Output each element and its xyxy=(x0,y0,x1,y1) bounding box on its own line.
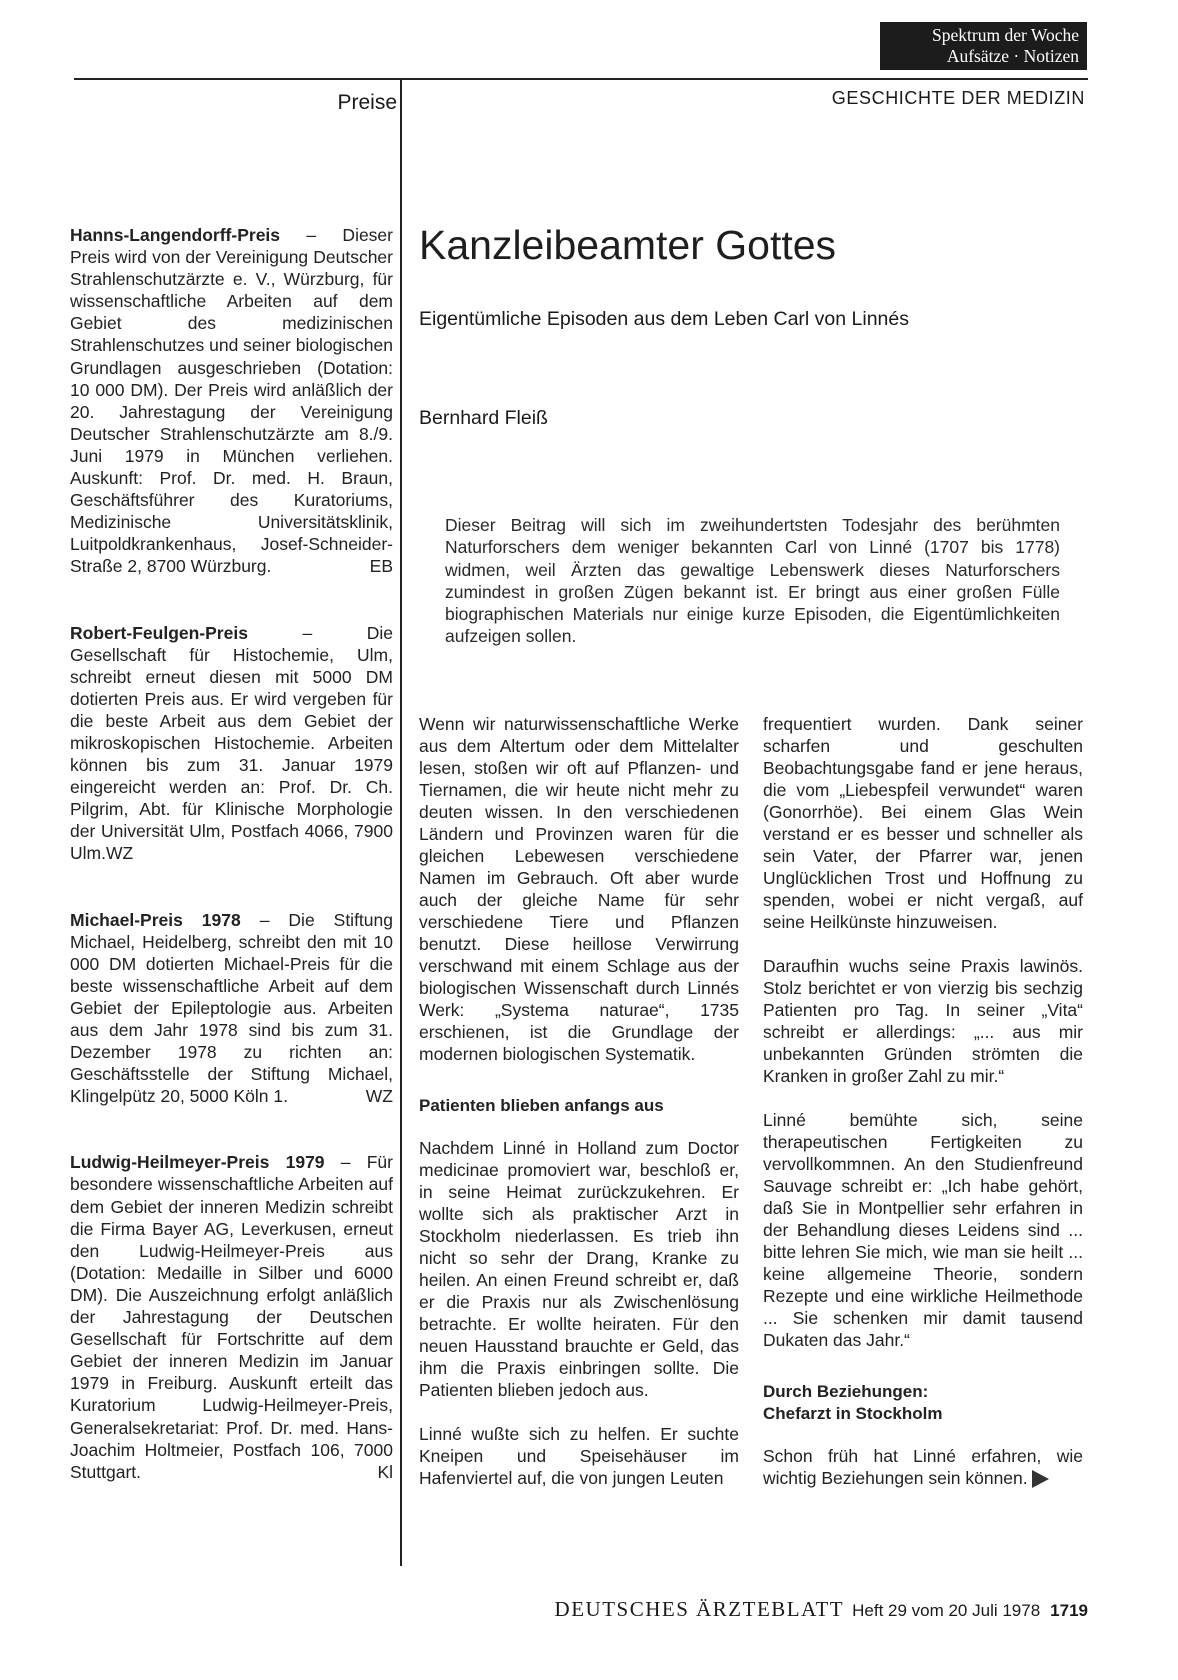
sidebar-heading: Preise xyxy=(337,91,397,114)
paragraph: Linné bemühte sich, seine therapeutischen Fertigkeiten zu vervollkommnen. An den Studienfreund Sauvage schreibt er: „Ich habe gehört, daß Sie in Montpellier sehr erfahren in der Behandlung dieses Leidens sind ... bitte lehren Sie mich, wie man sie heilt ... keine allgemeine Theorie, sondern Rezepte und eine wirkliche Heilmethode ... Sie schenken mir damit tausend Dukaten das Jahr.“ xyxy=(763,1110,1083,1350)
article-column-1 xyxy=(419,713,739,1511)
paragraph: Linné wußte sich zu helfen. Er suchte Kneipen und Speisehäuser im Hafenviertel auf, die von jungen Leuten xyxy=(419,1424,739,1488)
prize-text: – Dieser Preis wird von der Vereinigung Deutscher Strahlenschutzärzte e. V., Würzburg, für wissenschaftliche Arbeiten auf dem Gebiet des medizinischen Strahlenschutzes und seiner biologischen Grundlagen ausgeschrieben (Dotation: 10 000 DM). Der Preis wird anläßlich der 20. Jahrestagung der Vereinigung Deutscher Strahlenschutzärzte am 8./9. Juni 1979 in München verliehen. Auskunft: Prof. Dr. med. H. Braun, Geschäftsführer des Kuratoriums, Medizinische Universitätsklinik, Luitpoldkrankenhaus, Josef-Schneider-Straße 2, 8700 Würzburg. xyxy=(70,225,393,577)
section-badge-line1: Spektrum der Woche xyxy=(932,25,1079,45)
subheading: Patienten blieben anfangs aus xyxy=(419,1096,664,1115)
prize-entry xyxy=(70,1151,393,1482)
section-heading: GESCHICHTE DER MEDIZIN xyxy=(831,88,1085,108)
paragraph: Daraufhin wuchs seine Praxis lawinös. Stolz berichtet er von vierzig bis sechzig Patienten pro Tag. In seiner „Vita“ schreibt er allerdings: „... aus mir unbekannten Gründen strömten die Kranken in großer Zahl zu mir.“ xyxy=(763,956,1083,1086)
prize-sign: WZ xyxy=(105,843,134,864)
publication-name: DEUTSCHES ÄRZTEBLATT xyxy=(554,1597,845,1621)
paragraph: Wenn wir naturwissenschaftliche Werke aus dem Altertum oder dem Mittelalter lesen, stoßen wir oft auf Pflanzen- und Tiernamen, die wir heute nicht mehr zu deuten wissen. In den verschiedenen Ländern und Provinzen waren für die gleichen Lebewesen verschiedene Namen im Gebrauch. Oft aber wurde auch der gleiche Name für sehr verschiedene Tiere und Pflanzen benutzt. Diese heillose Verwirrung verschwand mit einem Schlage aus der biologischen Wissenschaft durch Linnés Werk: „Systema naturae“, 1735 erschienen, ist die Grundlage der modernen biologischen Systematik. xyxy=(419,714,739,1064)
section-badge-line2: Aufsätze · Notizen xyxy=(946,46,1079,66)
subheading xyxy=(763,1381,1083,1425)
continue-arrow-icon xyxy=(1032,1470,1049,1488)
prize-sign: WZ xyxy=(365,1086,393,1107)
paragraph-text: Schon früh hat Linné erfahren, wie wichtig Beziehungen sein können. xyxy=(763,1446,1083,1488)
paragraph xyxy=(763,1445,1083,1489)
article-column-2 xyxy=(763,713,1083,1511)
prize-text: – Die Stiftung Michael, Heidelberg, schreibt den mit 10 000 DM dotierten Michael-Preis für die beste wissenschaftliche Arbeit auf dem Gebiet der Epileptologie aus. Arbeiten aus dem Jahr 1978 sind bis zum 31. Dezember 1978 zu richten an: Geschäftsstelle der Stiftung Michael, Klingelpütz 20, 5000 Köln 1. xyxy=(70,909,393,1107)
page-footer xyxy=(460,1597,1088,1622)
article-subtitle: Eigentümliche Episoden aus dem Leben Carl von Linnés xyxy=(419,308,909,330)
paragraph: Nachdem Linné in Holland zum Doctor medicinae promoviert war, beschloß er, in seine Heimat zurückzukehren. Er wollte sich als praktischer Arzt in Stockholm niederlassen. Es trieb ihn nicht so sehr der Drang, Kranke zu heilen. An einen Freund schreibt er, daß er die Praxis nur als Zwischenlösung betrachte. Er wollte heiraten. Für den neuen Hausstand brauchte er Geld, das ihm die Praxis einbringen sollte. Die Patienten blieben jedoch aus. xyxy=(419,1138,739,1400)
prizes-sidebar xyxy=(70,224,393,1527)
column-divider xyxy=(400,78,402,1566)
header-rule xyxy=(74,78,1088,80)
prize-entry xyxy=(70,909,393,1108)
page-number: 1719 xyxy=(1050,1601,1088,1620)
article-title: Kanzleibeamter Gottes xyxy=(419,222,837,268)
prize-entry xyxy=(70,622,393,865)
subheading-line2: Chefarzt in Stockholm xyxy=(763,1404,943,1423)
section-badge xyxy=(880,22,1087,70)
prize-name: Robert-Feulgen-Preis xyxy=(70,622,248,643)
prize-sign: EB xyxy=(369,556,393,577)
prize-sign: Kl xyxy=(377,1461,393,1482)
subheading-line1: Durch Beziehungen: xyxy=(763,1382,929,1401)
article-author: Bernhard Fleiß xyxy=(419,407,548,429)
prize-text: – Die Gesellschaft für Histochemie, Ulm, schreibt erneut diesen mit 5000 DM dotierten Preis aus. Er wird vergeben für die beste Arbeit aus dem Gebiet der mikroskopischen Histochemie. Arbeiten können bis zum 31. Januar 1979 eingereicht werden an: Prof. Dr. Ch. Pilgrim, Abt. für Klinische Morphologie der Universität Ulm, Postfach 4066, 7900 Ulm. xyxy=(70,622,393,864)
prize-name: Michael-Preis 1978 xyxy=(70,909,241,930)
prize-name: Ludwig-Heilmeyer-Preis 1979 xyxy=(70,1152,325,1173)
article-abstract: Dieser Beitrag will sich im zweihundertsten Todesjahr des berühmten Naturforschers dem weniger bekannten Carl von Linné (1707 bis 1778) widmen, weil Ärzten das gewaltige Lebenswerk dieses Naturforschers zumindest in großen Zügen bekannt ist. Er bringt aus einer großen Fülle biographischen Materials nur einige kurze Episoden, die Eigentümlichkeiten aufzeigen sollen. xyxy=(445,515,1060,647)
paragraph: frequentiert wurden. Dank seiner scharfen und geschulten Beobachtungsgabe fand er jene heraus, die vom „Liebespfeil verwundet“ waren (Gonorrhöe). Bei einem Glas Wein verstand er es besser und schneller als sein Vater, der Pfarrer war, jenen Unglücklichen Trost und Hoffnung zu spenden, wobei er nicht vergaß, auf seine Heilkünste hinzuweisen. xyxy=(763,714,1083,932)
prize-entry xyxy=(70,224,393,578)
issue-info: Heft 29 vom 20 Juli 1978 xyxy=(852,1601,1041,1620)
prize-text: – Für besondere wissenschaftliche Arbeiten auf dem Gebiet der inneren Medizin schreibt die Firma Bayer AG, Leverkusen, erneut den Ludwig-Heilmeyer-Preis aus (Dotation: Medaille in Silber und 6000 DM). Die Auszeichnung erfolgt anläßlich der Jahrestagung der Deutschen Gesellschaft für Fortschritte auf dem Gebiet der inneren Medizin im Januar 1979 in Freiburg. Auskunft erteilt das Kuratorium Ludwig-Heilmeyer-Preis, Generalsekretariat: Prof. Dr. med. Hans-Joachim Holtmeier, Postfach 106, 7000 Stuttgart. xyxy=(70,1152,393,1482)
prize-name: Hanns-Langendorff-Preis xyxy=(70,225,281,245)
